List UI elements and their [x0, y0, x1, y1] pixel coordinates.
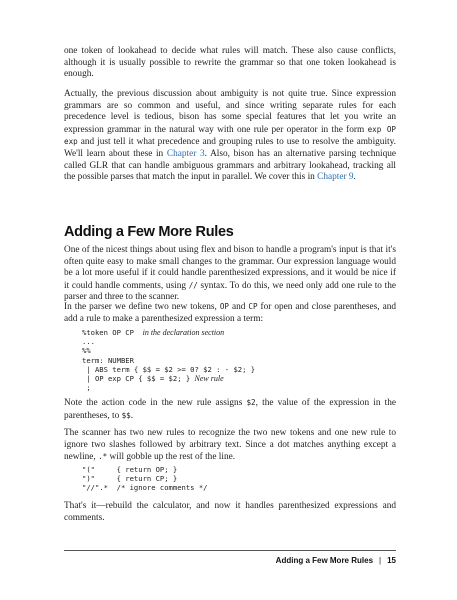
code-line: "(" { return OP; }: [82, 465, 178, 474]
paragraph-intro: One of the nicest things about using flex and bison to handle a program's input is that it's often quite easy to make small changes to the grammar. Our expression language would be a lot more useful if it could handle parenthesized expressions, and it would be nice if it could handle comments, using // syntax. To do this, we need only add one rule to the parser and three to the scanner.: [64, 245, 396, 303]
inline-code: .*: [98, 452, 108, 462]
code-annotation: in the declaration section: [142, 328, 225, 337]
inline-code: $$: [121, 410, 131, 420]
footer-title: Adding a Few More Rules: [275, 556, 374, 565]
code-line: ...: [82, 337, 95, 347]
paragraph-action-code: Note the action code in the new rule assigns $2, the value of the expression in the parentheses, to $$.: [64, 398, 396, 421]
inline-code: OP: [219, 302, 229, 311]
inline-code: $2: [246, 398, 256, 407]
inline-code: CP: [248, 302, 258, 311]
paragraph-scanner: The scanner has two new rules to recognize the two new tokens and one new rule to ignore two slashes followed by arbitrary text. Since a dot matches anything except a newline, .* will gobble up the rest of the line.: [64, 428, 396, 463]
paragraph-conclusion: That's it—rebuild the calculator, and now it handles parenthesized expressions and comments.: [64, 501, 396, 523]
code-annotation: New rule: [194, 374, 224, 384]
code-line: ")" { return CP; }: [82, 474, 178, 484]
code-line: "//".* /* ignore comments */: [82, 483, 208, 493]
section-heading: Adding a Few More Rules: [64, 224, 234, 240]
inline-code: //: [188, 280, 198, 290]
inline-code: exp OP exp: [64, 124, 397, 147]
chapter-3-link[interactable]: Chapter 3: [166, 148, 205, 159]
scanner-code-block: [82, 465, 208, 493]
paragraph-lookahead: one token of lookahead to decide what rules will match. These also cause conflicts, although it is usually possible to rewrite the grammar so that one token lookahead is enough.: [64, 46, 396, 80]
page-footer: [276, 556, 396, 565]
code-line: %token OP CP: [82, 328, 134, 337]
code-line: | ABS term { $$ = $2 >= 0? $2 : - $2; }: [82, 364, 256, 374]
code-line: term: NUMBER: [82, 355, 134, 365]
paragraph-tokens: In the parser we define two new tokens, OP and CP for open and close parentheses, and add a rule to make a parenthesized expression a term:: [64, 302, 397, 324]
code-line: %%: [82, 346, 91, 356]
parser-code-block: [82, 328, 255, 392]
code-line: ;: [82, 383, 91, 393]
page-number: 15: [387, 556, 396, 565]
code-line: | OP exp CP { $$ = $2; }: [82, 374, 191, 384]
paragraph-ambiguity: Actually, the previous discussion about ambiguity is not quite true. Since expression grammars are so common and useful, and since writing separate rules for each precedence level is tedious, bison has some special features that let you write an expression grammar in the natural way with one rule per operator in the form exp OP exp and just tell it what precedence and grouping rules to use to resolve the ambiguity. We'll learn about these in Chapter 3. Also, bison has an alternative parsing technique called GLR that can handle ambiguous grammars and arbitrary lookahead, tracking all the possible parses that match the input in parallel. We cover this in Chapter 9.: [64, 89, 397, 183]
footer-divider: [64, 550, 396, 551]
chapter-9-link[interactable]: Chapter 9: [317, 172, 354, 183]
footer-separator: |: [379, 556, 382, 565]
